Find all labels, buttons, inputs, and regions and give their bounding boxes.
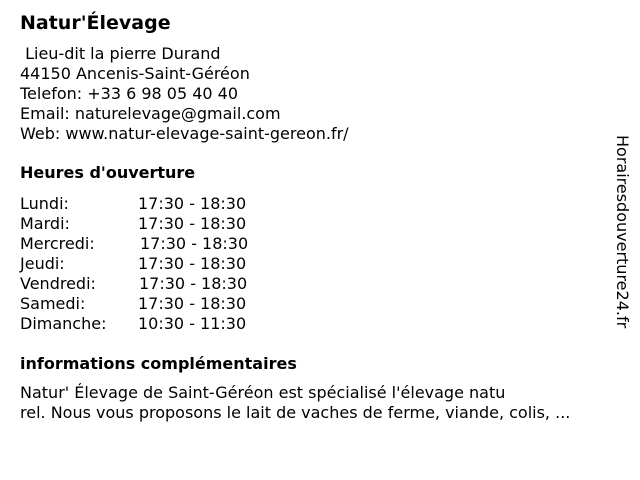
- day-label: Vendredi:: [20, 274, 96, 293]
- address-line2: 44150 Ancenis-Saint-Géréon: [20, 64, 250, 83]
- hours-row-mercredi: [20, 234, 280, 254]
- day-label: Jeudi:: [20, 254, 65, 273]
- info-line2: rel. Nous vous proposons le lait de vaches de ferme, viande, colis, ...: [20, 403, 571, 422]
- hours-row-lundi: [20, 194, 280, 214]
- hours-row-dimanche: [20, 314, 280, 334]
- email-line: Email: naturelevage@gmail.com: [20, 104, 281, 123]
- hours-heading: Heures d'ouverture: [20, 163, 196, 182]
- day-label: Samedi:: [20, 294, 86, 313]
- phone-line: Telefon: +33 6 98 05 40 40: [20, 84, 239, 103]
- info-line1: Natur' Élevage de Saint-Géréon est spécialisé l'élevage natu: [20, 383, 506, 402]
- day-label: Mercredi:: [20, 234, 95, 253]
- hours-row-jeudi: [20, 254, 280, 274]
- address-line1: Lieu-dit la pierre Durand: [25, 44, 221, 63]
- time-range: 17:30 - 18:30: [140, 234, 249, 253]
- hours-row-vendredi: [20, 274, 280, 294]
- hours-row-mardi: [20, 214, 280, 234]
- info-heading: informations complémentaires: [20, 354, 297, 373]
- address-block: [20, 44, 349, 144]
- time-range: 17:30 - 18:30: [138, 214, 247, 233]
- day-label: Dimanche:: [20, 314, 107, 333]
- info-text: [20, 383, 630, 423]
- time-range: 10:30 - 11:30: [138, 314, 247, 333]
- time-range: 17:30 - 18:30: [138, 294, 247, 313]
- web-line: Web: www.natur-elevage-saint-gereon.fr/: [20, 124, 349, 143]
- time-range: 17:30 - 18:30: [138, 254, 247, 273]
- time-range: 17:30 - 18:30: [139, 274, 248, 293]
- day-label: Mardi:: [20, 214, 70, 233]
- hours-row-samedi: [20, 294, 280, 314]
- day-label: Lundi:: [20, 194, 69, 213]
- business-name: Natur'Élevage: [20, 12, 171, 34]
- site-watermark: Horairesdouverture24.fr: [613, 135, 632, 329]
- time-range: 17:30 - 18:30: [138, 194, 247, 213]
- hours-table: [20, 194, 280, 334]
